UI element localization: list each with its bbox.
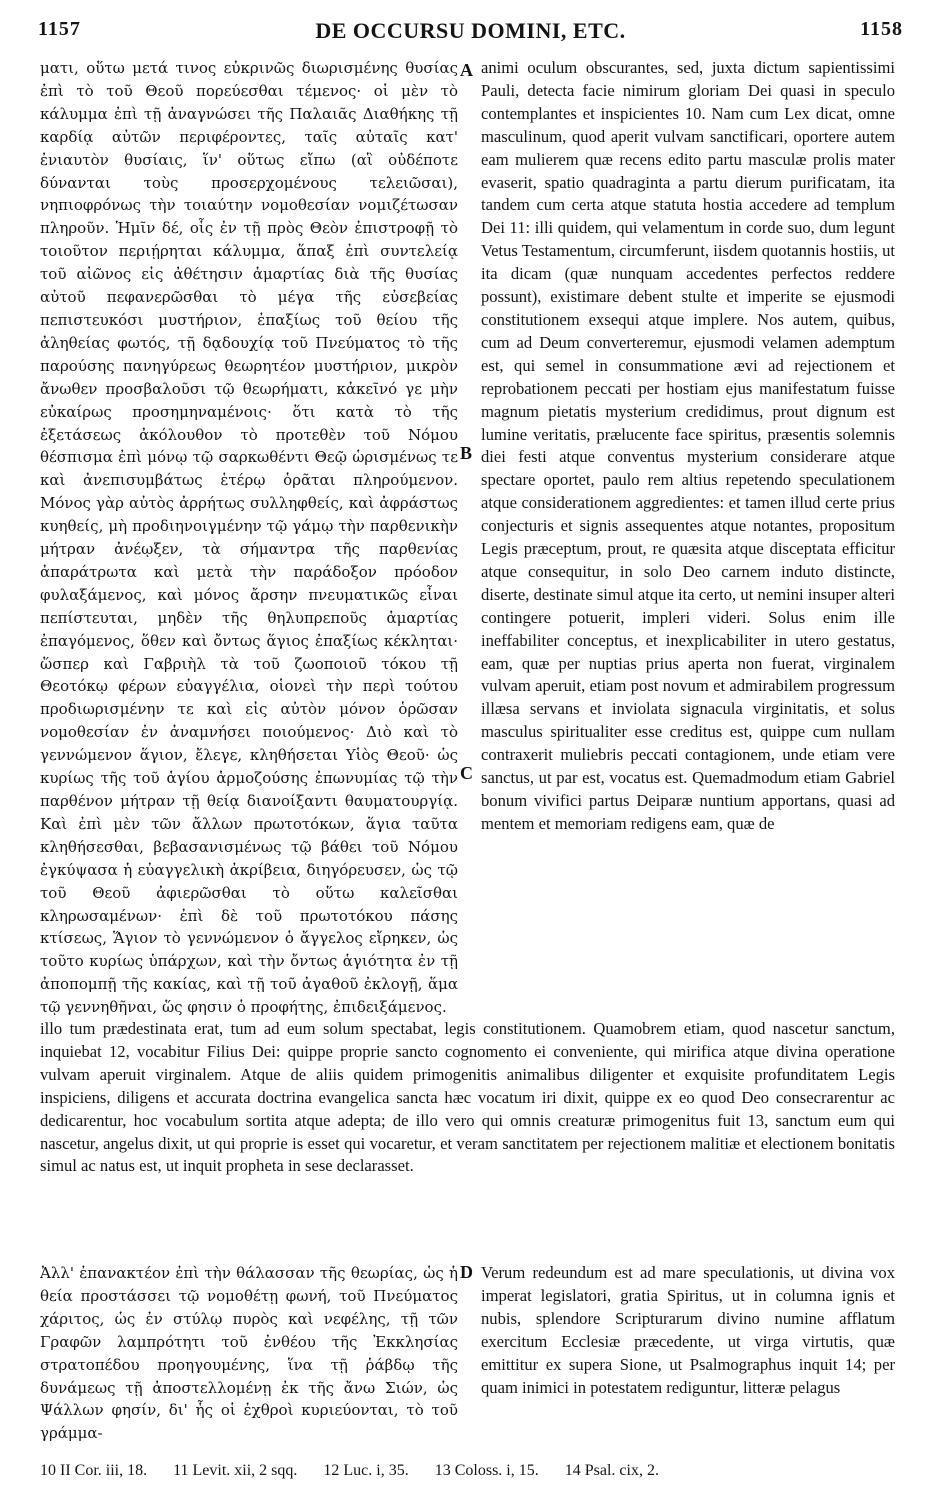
margin-letter-a: A — [460, 60, 473, 80]
left-page-number: 1157 — [38, 18, 81, 40]
footnote: 13 Coloss. i, 15. — [434, 1462, 539, 1479]
running-title: DE OCCURSU DOMINI, ETC. — [315, 18, 626, 43]
footnote: 11 Levit. xii, 2 sqq. — [173, 1462, 298, 1479]
footnotes — [40, 1462, 895, 1486]
footnote: 14 Psal. cix, 2. — [564, 1462, 659, 1479]
footnote: 12 Luc. i, 35. — [323, 1462, 409, 1479]
margin-letter-b: B — [460, 443, 473, 463]
right-page-number: 1158 — [860, 18, 903, 40]
greek-column-bottom: Ἀλλ' ἐπανακτέον ἐπὶ τὴν θάλασσαν τῆς θεωρίας, ὡς ἡ θεία προστάσσει τῷ νομοθέτῃ φωνή, τοῦ Πνεύματος χάριτος, ὡς ἐν στύλῳ πυρὸς καὶ νεφέλης, τῇ τῶν Γραφῶν λαμπρότητι τοῦ ἐνθέου τῆς Ἐκκλησίας στρατοπέδου προηγουμένης, ἵνα τῇ ῥάβδῳ τῆς δυνάμεως τῇ ἀποστελλομένῃ ἐκ τῆς ἄνω Σιών, ὡς Ψάλλων φησίν, δι' ἧς οἱ ἐχθροὶ κυριεύονται, τὸ τοῦ γράμμα- — [40, 1264, 458, 1443]
footnote: 10 II Cor. iii, 18. — [40, 1462, 148, 1479]
greek-column-top: ματι, οὕτω μετά τινος εὐκρινῶς διωρισμένης θυσίας ἐπὶ τὸ τοῦ Θεοῦ πορεύεσθαι τέμενος· οἱ μὲν τὸ κάλυμμα ἐπὶ τῇ ἀναγνώσει τῆς Παλαιᾶς Διαθήκης τῇ καρδίᾳ αὐτῶν περιφέροντες, ταῖς αὐταῖς κατ' ἐνιαυτὸν θυσίαις, ἵν' οὕτως εἴπω (αἳ οὐδέποτε δύνανται τοὺς προσερχομένους τελειῶσαι), νηπιοφρόνως τὴν τοιαύτην νομοθεσίαν νομιζέτωσαν πληροῦν. Ἡμῖν δέ, οἷς ἐν τῇ πρὸς Θεὸν ἐπιστροφῇ τὸ τοιοῦτον περιῄρηται κάλυμμα, ἅπαξ ἐπὶ συντελείᾳ τοῦ αἰῶνος εἰς ἀθέτησιν ἁμαρτίας διὰ τῆς θυσίας αὐτοῦ πεφανερῶσθαι τὸ μέγα τῆς εὐσεβείας πεπιστευκόσι μυστήριον, ἐπαξίως τοῦ θείου τῆς ἀληθείας φωτός, τῇ δᾳδουχίᾳ τοῦ Πνεύματος τὸ τῆς παρούσης πανηγύρεως θεωρητέον μυστήριον, μικρὸν ἄνωθεν προσβαλοῦσι τῷ θεωρήματι, κἀκεῖνό γε μὴν εὐκαίρως προσημηναμένοις· ὅτι κατὰ τὸ τῆς ἐξετάσεως ἀκόλουθον τὸ προτεθὲν τοῦ Νόμου θέσπισμα ἐπὶ μόνῳ τῷ σαρκωθέντι Θεῷ ὡρισμένως τε καὶ ἀνεπισυμβάτως ἑτέρῳ ὁρᾶται πληρούμενον. Μόνος γὰρ αὐτὸς ἀρρήτως συλληφθείς, καὶ ἀφράστως κυηθείς, μὴ προδιηνοιγμένην τῷ γάμῳ τὴν παρθενικὴν μήτραν ἀνέῳξεν, τὰ σήμαντρα τῆς παρθενίας ἀπαράτρωτα καὶ μετὰ τὴν παράδοξον πρόοδον φυλαξάμενος, καὶ μόνος ἄρσην πνευματικῶς εἶναι πεπίστευται, μηδὲν τῆς θηλυπρεποῦς ἁμαρτίας ἐπαγόμενος, ὅθεν καὶ ὄντως ἅγιος ἐπαξίως κέκληται· ὥσπερ καὶ Γαβριὴλ τὰ τοῦ ζωοποιοῦ τόκου τῇ Θεοτόκῳ φέρων εὐαγγέλια, οἱονεὶ τὴν περὶ τούτου προδιωρισμένην τε καὶ εἰς αὐτὸν μόνον ὁρῶσαν νομοθεσίαν ἐν ἀναμνήσει ποιούμενος· Διὸ καὶ τὸ γεννώμενον ἅγιον, ἔλεγε, κληθήσεται Υἱὸς Θεοῦ· ὡς κυρίως τῆς τοῦ ἁγίου ἁρμοζούσης ἐπωνυμίας τῷ τὴν παρθένον μήτραν τῇ θείᾳ διανοίξαντι θαυματουργίᾳ. Καὶ ἐπὶ μὲν τῶν ἄλλων πρωτοτόκων, ἅγια ταῦτα κληθήσεσθαι, βεβασανισμένως τῷ βάθει τοῦ Νόμου ἐγκύψασα ἡ εὐαγγελικὴ ἀκρίβεια, διηγόρευσεν, ὡς τῷ τοῦ Θεοῦ ἀφιερῶσθαι τὸ οὕτω καλεῖσθαι κληρωσαμένων· ἐπὶ δὲ τοῦ πρωτοτόκου πάσης κτίσεως, Ἅγιον τὸ γεννώμενον ὁ ἄγγελος εἴρηκεν, ὡς τοῦτο κυρίως ὑπάρχων, καὶ τὴν ὄντως ἁγιότητα ἐν τῇ ἀποπομπῇ τῆς κακίας, καὶ τῇ τοῦ ἀγαθοῦ ἐκλογῇ, ἅμα τῷ γεννηθῆναι, ὥς φησιν ὁ προφήτης, ἐπιδειξάμενος. — [40, 59, 458, 1017]
latin-full-width-paragraph: illo tum prædestinata erat, tum ad eum solum spectabat, legis constitutionem. Quamobrem etiam, quod nascetur sanctum, inquiebat 12, vocabitur Filius Dei: quippe proprie sancto cognomento ei conveniente, qui mirifica atque divina operatione vulvam aperuit virginalem. Atque de aliis quidem primogenitis animalibus diligenter et exquisite profunditatem Legis inspiciens, diligens et accurata doctrina evangelica sancta hæc vocatum iri dixit, quippe ex eo quod Deo consecrarentur ac dedicarentur, hoc vocabulum sortita atque adepta; de illo vero qui omnis creaturæ primogenitus fuit 13, sanctum eum qui nascetur, angelus dixit, ut qui proprie is esset qui vocaretur, et veram sanctitatem per rejectionem malitiæ et electionem bonitatis simul ac natus est, ut inquit propheta in sese declarasset. — [40, 1019, 895, 1176]
running-header — [38, 18, 903, 44]
margin-letter-c: C — [460, 763, 473, 783]
margin-letter-d: D — [460, 1262, 473, 1282]
latin-column-bottom: Verum redeundum est ad mare speculationis, ut divina vox imperat legislatori, gratia Spiritus, ut in columna ignis et nubis, splendore Scripturarum divino numine afflatum exercitum Ecclesiæ præcedente, ut virga virtutis, quæ emittitur ex supera Sione, ut Psalmographus inquit 14; per quam inimici in potestatem rediguntur, litteræ pelagus — [481, 1263, 895, 1397]
latin-column-top: animi oculum obscurantes, sed, juxta dictum sapientissimi Pauli, detecta facie nimirum gloriam Dei quasi in speculo contemplantes et inspicientes 10. Nam cum Lex dicat, omne masculinum, quod aperit vulvam sanctificari, oportere autem eam mulierem quæ recens edito partu masculæ prolis mater evaserit, spatio quadraginta a partu dierum purificatam, ita tandem cum certa atque statuta hostia accedere ad templum Dei 11: illi quidem, qui velamentum in corde suo, dum legunt Vetus Testamentum, circumferunt, iisdem quotannis hostiis, ut ita dicam (quæ nunquam accedentes perfectos reddere possunt), existimare debent stulte et imperite se ejusmodi constitutionem exsequi atque implere. Nos autem, quibus, cum ad Deum converteremur, ejusmodi velamen ademptum est, qui semel in consummatione ævi ad rejectionem et reprobationem peccati per hostiam ejus manifestatum fuisse magnum pietatis mysterium credidimus, prout dignum est lumine veritatis, prælucente face spiritus, præsentis solemnis diei festi atque conventus mysterium considerare atque spectare oportet, paulo rem altius repetendo speculationem atque considerationem aggredientes: et tamen illud certe prius conjecturis et signis assequentes atque notantes, propositum Legis præceptum, prout, re quæsita atque disceptata efficitur atque consequitur, in solo Deo carnem induto distincte, diserte, destinate simul atque ita certo, ut nemini insuper alteri contingere potuerit, impleri videri. Solus enim ille ineffabiliter conceptus, et inexplicabiliter in utero gestatus, eam, quæ per nuptias prius aperta non fuerat, virginalem vulvam aperuit, etiam post novum et admirabilem progressum illæsa servans et inviolata signacula virginitatis, et solus masculus spiritualiter esse creditus est, quippe cum nullam contraxerit muliebris peccati contagionem, unde etiam vere sanctus, ut par est, vocatus est. Quemadmodum etiam Gabriel bonum vivifici partus Deiparæ nuntium apportans, quasi ad mentem et memoriam redigens eam, quæ de — [481, 58, 895, 833]
